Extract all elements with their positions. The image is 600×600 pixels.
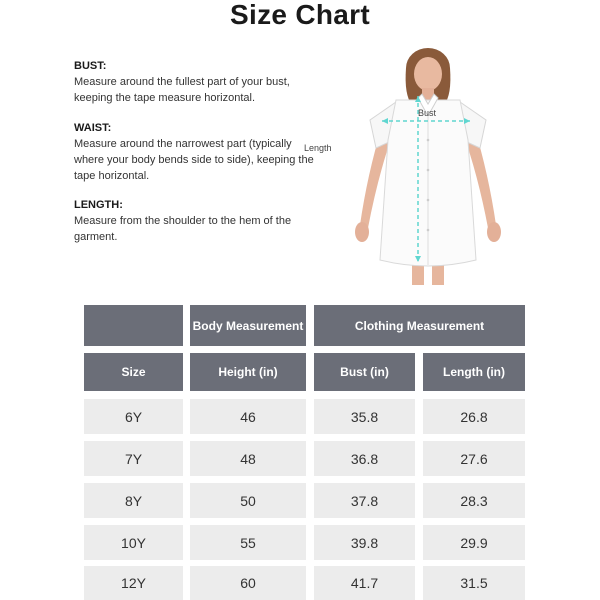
table-cell-height: 50 — [190, 483, 306, 518]
bust-label: Bust — [418, 108, 437, 118]
table-cell-bust: 35.8 — [314, 399, 415, 434]
column-header-height: Height (in) — [190, 353, 306, 391]
table-cell-length: 31.5 — [423, 566, 525, 600]
table-cell-size: 10Y — [84, 525, 183, 560]
length-text: Measure from the shoulder to the hem of the garment. — [74, 215, 292, 243]
table-cell-length: 27.6 — [423, 441, 525, 476]
column-header-length: Length (in) — [423, 353, 525, 391]
table-cell-height: 55 — [190, 525, 306, 560]
shirt-dress-figure — [304, 50, 518, 285]
length-heading: LENGTH: — [74, 199, 123, 211]
table-cell-size: 12Y — [84, 566, 183, 600]
waist-text: Measure around the narrowest part (typically where your body bends side to side), keeping the tape horizontal. — [74, 138, 314, 182]
bust-text: Measure around the fullest part of your bust, keeping the tape measure horizontal. — [74, 76, 290, 104]
table-cell-height: 46 — [190, 399, 306, 434]
header-empty-cell — [84, 305, 183, 346]
table-cell-length: 26.8 — [423, 399, 525, 434]
page-title: Size Chart — [230, 0, 370, 30]
table-cell-length: 28.3 — [423, 483, 525, 518]
header-clothing-measurement: Clothing Measurement — [314, 305, 525, 346]
model-illustration — [304, 50, 518, 285]
table-cell-bust: 41.7 — [314, 566, 415, 600]
column-header-size: Size — [84, 353, 183, 391]
bust-instructions — [74, 58, 324, 106]
table-cell-height: 60 — [190, 566, 306, 600]
table-cell-height: 48 — [190, 441, 306, 476]
table-cell-size: 8Y — [84, 483, 183, 518]
header-body-measurement: Body Measurement — [190, 305, 306, 346]
table-cell-size: 7Y — [84, 441, 183, 476]
table-cell-bust: 39.8 — [314, 525, 415, 560]
column-header-bust: Bust (in) — [314, 353, 415, 391]
table-cell-length: 29.9 — [423, 525, 525, 560]
bust-heading: BUST: — [74, 60, 107, 72]
waist-instructions — [74, 120, 324, 184]
length-instructions — [74, 197, 324, 245]
length-label: Length — [304, 143, 332, 153]
waist-heading: WAIST: — [74, 122, 112, 134]
table-cell-bust: 36.8 — [314, 441, 415, 476]
table-cell-bust: 37.8 — [314, 483, 415, 518]
table-cell-size: 6Y — [84, 399, 183, 434]
